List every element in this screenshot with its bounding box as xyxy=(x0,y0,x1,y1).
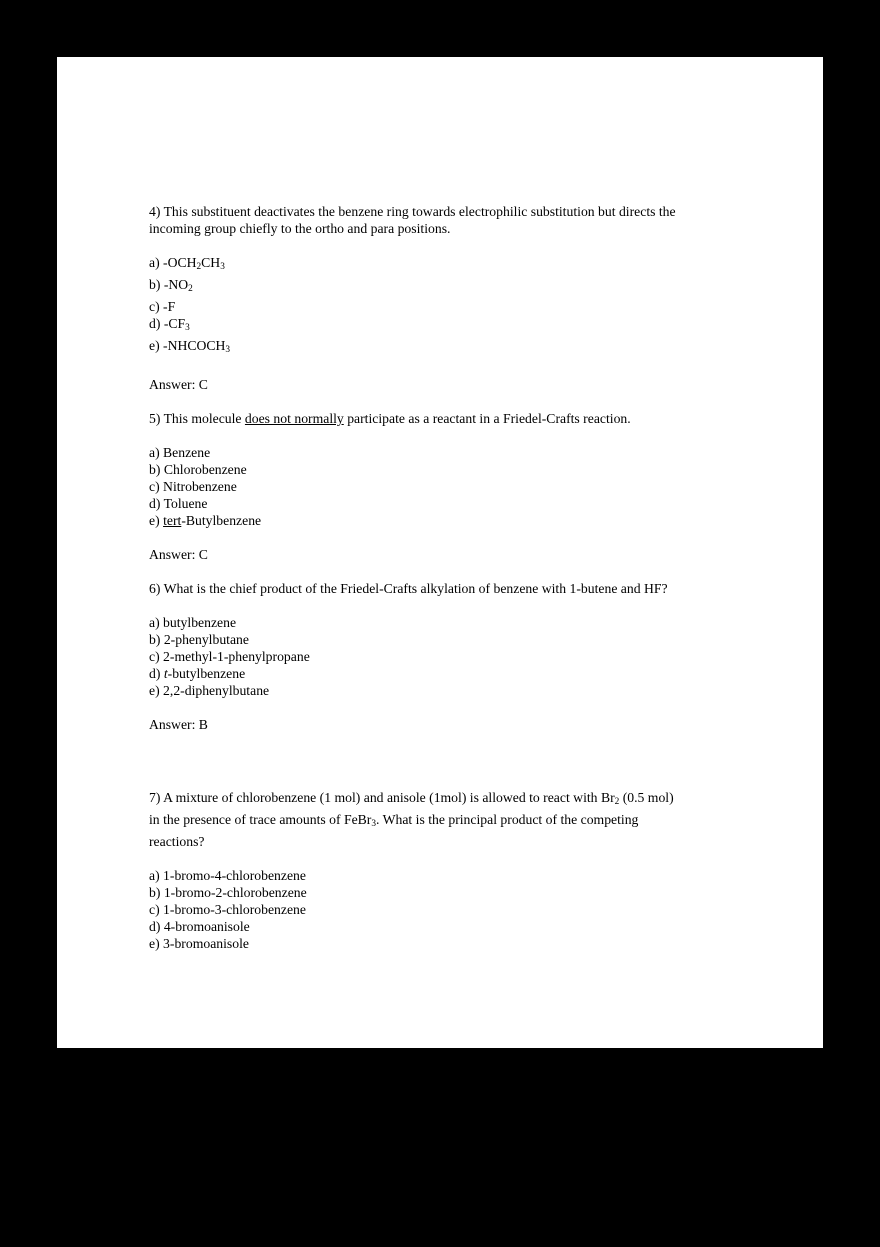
question-4-prompt xyxy=(149,203,783,237)
question-4-choices xyxy=(149,254,783,359)
choice-line xyxy=(149,935,783,952)
answer-line xyxy=(149,716,783,733)
choice-line xyxy=(149,337,783,359)
text-segment: a) 1-bromo-4-chlorobenzene xyxy=(149,868,306,884)
text-segment: 4) This substituent deactivates the benzene ring towards electrophilic substitution but directs the xyxy=(149,204,676,219)
text-segment: e) xyxy=(149,513,164,529)
text-segment-sub: 3 xyxy=(220,262,225,273)
text-segment: c) -F xyxy=(149,299,176,315)
text-segment: reactions? xyxy=(149,834,205,850)
text-segment: b) 1-bromo-2-chlorobenzene xyxy=(149,885,307,901)
choice-line xyxy=(149,614,783,631)
question-5-choices xyxy=(149,444,783,529)
question-4 xyxy=(149,203,783,410)
choice-line xyxy=(149,631,783,648)
text-segment-sub: 2 xyxy=(614,797,620,808)
text-segment: -butylbenzene xyxy=(167,666,246,682)
choice-line xyxy=(149,648,783,665)
text-segment: c) 1-bromo-3-chlorobenzene xyxy=(149,902,306,918)
question-5-answer xyxy=(149,546,783,563)
document-page xyxy=(57,57,823,1048)
text-segment: Answer: B xyxy=(149,717,208,733)
answer-line xyxy=(149,546,783,563)
choice-line xyxy=(149,512,783,529)
question-5-prompt xyxy=(149,410,783,427)
text-segment: e) 3-bromoanisole xyxy=(149,936,249,952)
text-segment: 5) This molecule xyxy=(149,411,245,427)
text-segment: 6) What is the chief product of the Friedel-Crafts alkylation of benzene with 1-butene and HF? xyxy=(149,581,668,597)
prompt-line xyxy=(149,203,783,220)
text-segment-u: does not normally xyxy=(244,411,344,427)
text-segment: in the presence of trace amounts of FeBr xyxy=(149,812,372,828)
choice-line xyxy=(149,298,783,315)
prompt-line xyxy=(149,789,783,811)
text-segment: a) Benzene xyxy=(149,445,211,461)
choice-line xyxy=(149,682,783,699)
text-segment: 7) A mixture of chlorobenzene (1 mol) and anisole (1mol) is allowed to react with Br xyxy=(149,790,615,806)
text-segment: -Butylbenzene xyxy=(181,513,262,529)
choice-line xyxy=(149,665,783,682)
choice-line xyxy=(149,918,783,935)
text-segment: c) Nitrobenzene xyxy=(149,479,237,495)
choice-line xyxy=(149,478,783,495)
text-segment: d) Toluene xyxy=(149,496,208,512)
text-segment: d) xyxy=(149,666,164,682)
text-segment-sub: 2 xyxy=(188,284,193,295)
prompt-line xyxy=(149,220,783,237)
choice-line xyxy=(149,315,783,337)
question-7-prompt xyxy=(149,789,783,850)
text-segment: Answer: C xyxy=(149,377,208,393)
choice-line xyxy=(149,254,783,276)
text-segment: a) butylbenzene xyxy=(149,615,237,631)
question-6-prompt xyxy=(149,580,783,597)
text-segment-i: t xyxy=(163,666,168,682)
question-5 xyxy=(149,410,783,580)
question-4-answer xyxy=(149,376,783,393)
prompt-line xyxy=(149,833,783,850)
text-segment: (0.5 mol) xyxy=(619,790,674,806)
choice-line xyxy=(149,276,783,298)
text-segment-u: tert xyxy=(163,513,182,529)
choice-line xyxy=(149,884,783,901)
question-6-answer xyxy=(149,716,783,733)
question-7-choices xyxy=(149,867,783,952)
answer-line xyxy=(149,376,783,393)
question-7 xyxy=(149,789,783,969)
text-segment: c) 2-methyl-1-phenylpropane xyxy=(149,649,310,665)
text-segment: b) -NO xyxy=(149,277,189,293)
text-segment: d) 4-bromoanisole xyxy=(149,919,250,935)
choice-line xyxy=(149,461,783,478)
text-segment: e) -NHCOCH xyxy=(149,338,226,354)
text-segment: b) 2-phenylbutane xyxy=(149,632,249,648)
text-segment: participate as a reactant in a Friedel-Crafts reaction. xyxy=(343,411,631,427)
choice-line xyxy=(149,901,783,918)
text-segment-sub: 3 xyxy=(371,819,376,830)
text-segment: e) 2,2-diphenylbutane xyxy=(149,683,270,699)
text-segment: CH xyxy=(201,255,221,270)
text-segment-sub: 3 xyxy=(225,345,231,356)
text-segment-sub: 3 xyxy=(185,323,190,334)
choice-line xyxy=(149,495,783,512)
prompt-line xyxy=(149,580,783,597)
text-segment: a) -OCH xyxy=(149,255,197,270)
question-6-choices xyxy=(149,614,783,699)
text-segment: d) -CF xyxy=(149,316,186,332)
questions xyxy=(149,203,783,969)
prompt-line xyxy=(149,811,783,833)
text-segment: . What is the principal product of the competing xyxy=(376,812,639,828)
question-6 xyxy=(149,580,783,750)
text-segment-sub: 2 xyxy=(196,262,202,273)
choice-line xyxy=(149,867,783,884)
choice-line xyxy=(149,444,783,461)
text-segment: Answer: C xyxy=(149,547,208,563)
prompt-line xyxy=(149,410,783,427)
text-segment: b) Chlorobenzene xyxy=(149,462,247,478)
text-segment: incoming group chiefly to the ortho and para positions. xyxy=(149,221,451,236)
